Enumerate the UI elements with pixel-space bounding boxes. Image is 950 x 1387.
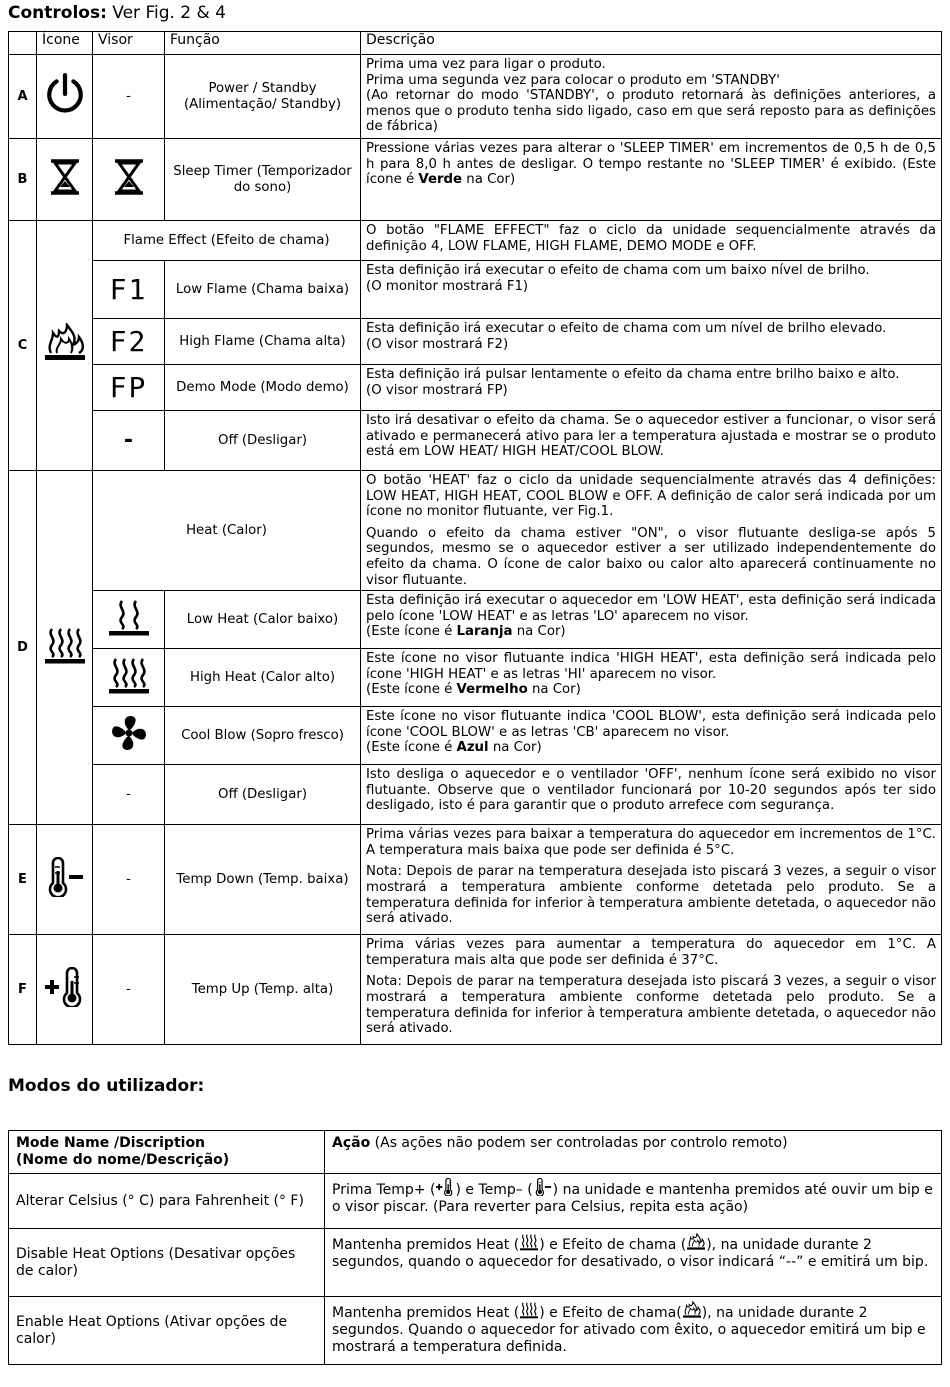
desc-text: na Cor) — [527, 682, 581, 698]
visor-cell: - — [93, 765, 165, 825]
description-cell — [361, 591, 942, 649]
heat-icon — [519, 1301, 539, 1319]
desc-para: Nota: Depois de parar na temperatura desejada isto piscará 3 vezes, a seguir o visor mostrará a temperatura ambiente conforme detetada pelo produto. Se a temperatura definida for inferior à temperatura ambiente detetada, o aquecedor não será ativado. — [366, 974, 936, 1037]
row-c-low-flame — [9, 261, 942, 319]
desc-para: Quando o efeito da chama estiver "ON", o visor flutuante desliga-se após 5 segundos, mesmo se o aquecedor estiver a ser utilizado independentemente do efeito da chama. O ícone de calor baixo ou calor alto aparecerá continuamente no visor flutuante. — [366, 525, 936, 588]
description-cell — [361, 319, 942, 365]
visor-cell: - — [93, 935, 165, 1045]
flame-icon — [37, 221, 93, 471]
row-b — [9, 139, 942, 221]
mode-name: Enable Heat Options (Ativar opções de calor) — [9, 1297, 325, 1365]
description-cell: O botão "FLAME EFFECT" faz o ciclo da unidade sequencialmente através da definição 4, LOW FLAME, HIGH FLAME, DEMO MODE e OFF. — [361, 221, 942, 261]
desc-bold: Laranja — [456, 624, 513, 640]
mode-name: Alterar Celsius (° C) para Fahrenheit (° F) — [9, 1174, 325, 1229]
mode-action — [325, 1229, 942, 1297]
action-text: ) e Efeito de chama( — [539, 1305, 682, 1321]
temp-up-icon — [37, 935, 93, 1045]
funcao-cell: Low Heat (Calor baixo) — [165, 591, 361, 649]
desc-line: Prima uma segunda vez para colocar o produto em 'STANDBY' — [366, 72, 780, 88]
row-e — [9, 825, 942, 935]
funcao-cell: Cool Blow (Sopro fresco) — [165, 707, 361, 765]
heat-icon — [37, 471, 93, 825]
page-title — [8, 3, 226, 23]
description-cell — [361, 55, 942, 139]
header-text: (As ações não podem ser controladas por controlo remoto) — [370, 1135, 788, 1151]
desc-para: Nota: Depois de parar na temperatura desejada isto piscará 3 vezes, a seguir o visor mostrará a temperatura ambiente conforme detetada pelo produto. Se a temperatura definida for inferior à temperatura ambiente detetada, o aquecedor não será ativado. — [366, 864, 936, 927]
fan-icon — [93, 707, 165, 765]
row-letter: E — [9, 825, 37, 935]
description-cell — [361, 139, 942, 221]
modes-header-name — [9, 1131, 325, 1174]
action-text: ), na unidade durante 2 segundos. Quando o aquecedor for ativado com êxito, o aquecedor emitirá um bip e mostrará a temperatura definida. — [332, 1305, 926, 1355]
row-d-off — [9, 765, 942, 825]
row-d-high-heat — [9, 649, 942, 707]
funcao-cell: High Flame (Chama alta) — [165, 319, 361, 365]
description-cell — [361, 825, 942, 935]
title-rest: Ver Fig. 2 & 4 — [106, 3, 226, 23]
high-heat-icon — [93, 649, 165, 707]
description-cell — [361, 649, 942, 707]
desc-bold: Azul — [456, 740, 489, 756]
funcao-cell: Flame Effect (Efeito de chama) — [93, 221, 361, 261]
description-cell — [361, 471, 942, 591]
row-letter: D — [9, 471, 37, 825]
visor-cell: - — [93, 411, 165, 471]
header-blank — [9, 32, 37, 55]
row-letter: C — [9, 221, 37, 471]
action-text: ), na unidade durante 2 segundos, quando o aquecedor for desativado, o visor indicará “--” e emitirá um bip. — [332, 1237, 929, 1270]
row-c-off — [9, 411, 942, 471]
modes-header-action — [325, 1131, 942, 1174]
desc-text: (Este ícone é — [366, 682, 457, 698]
row-a — [9, 55, 942, 139]
modes-header-row — [9, 1131, 942, 1174]
row-d-main — [9, 471, 942, 591]
visor-cell: - — [93, 55, 165, 139]
desc-line: (O visor mostrará FP) — [366, 382, 508, 398]
row-letter: B — [9, 139, 37, 221]
desc-line: Esta definição irá executar o aquecedor em 'LOW HEAT', esta definição será indicada pelo ícone 'LOW HEAT' e as letras 'LO' aparecem no visor. — [366, 593, 936, 624]
row-letter: A — [9, 55, 37, 139]
description-cell — [361, 261, 942, 319]
row-f — [9, 935, 942, 1045]
row-c-high-flame — [9, 319, 942, 365]
description-cell: Isto desliga o aquecedor e o ventilador 'OFF', nenhum ícone será exibido no visor flutuante. Observe que o ventilador funcionará por 10-20 segundos após ter sido desligado, isto é para garantir que o produto arrefece com segurança. — [361, 765, 942, 825]
funcao-cell: High Heat (Calor alto) — [165, 649, 361, 707]
heat-icon — [519, 1233, 539, 1251]
mode-action — [325, 1174, 942, 1229]
mode-name: Disable Heat Options (Desativar opções de calor) — [9, 1229, 325, 1297]
description-cell — [361, 935, 942, 1045]
action-text: Mantenha premidos Heat ( — [332, 1237, 520, 1253]
action-text: ) e Efeito de chama ( — [539, 1237, 687, 1253]
title-bold: Controlos: — [8, 3, 107, 23]
row-d-low-heat — [9, 591, 942, 649]
desc-bold: Vermelho — [456, 682, 528, 698]
row-c-main — [9, 221, 942, 261]
header-icon: Ícone — [37, 32, 93, 55]
desc-para: Prima várias vezes para aumentar a temperatura do aquecedor em 1°C. A temperatura mais alta que pode ser definida é 37°C. — [366, 937, 936, 968]
controls-table — [8, 31, 942, 1045]
modes-heading: Modos do utilizador: — [8, 1076, 205, 1096]
desc-para: O botão 'HEAT' faz o ciclo da unidade sequencialmente através das 4 definições: LOW HEAT, HIGH HEAT, COOL BLOW e OFF. A definição de calor será indicada por um ícone no monitor flutuante, ver Fig.1. — [366, 473, 936, 520]
mode-row-enable-heat — [9, 1297, 942, 1365]
temp-down-icon — [533, 1178, 553, 1196]
desc-line: Esta definição irá executar o efeito de chama com um nível de brilho elevado. — [366, 321, 887, 336]
row-c-demo — [9, 365, 942, 411]
funcao-cell: Sleep Timer (Temporizador do sono) — [165, 139, 361, 221]
desc-text: na Cor) — [512, 624, 566, 640]
flame-icon — [682, 1301, 702, 1319]
desc-text: na Cor) — [488, 740, 542, 756]
header-bold: Ação — [332, 1135, 371, 1151]
hourglass-display-icon — [93, 139, 165, 221]
desc-line: (O visor mostrará F2) — [366, 336, 509, 352]
funcao-cell: Demo Mode (Modo demo) — [165, 365, 361, 411]
display-f1: F1 — [93, 261, 165, 319]
funcao-cell: Power / Standby (Alimentação/ Standby) — [165, 55, 361, 139]
funcao-cell: Low Flame (Chama baixa) — [165, 261, 361, 319]
action-text: ) na unidade e mantenha premidos até ouvir um bip e o visor piscar. (Para reverter para Celsius, repita esta ação) — [332, 1182, 933, 1215]
desc-text: na Cor) — [462, 172, 516, 188]
description-cell — [361, 365, 942, 411]
display-fp: FP — [93, 365, 165, 411]
header-funcao: Função — [165, 32, 361, 55]
power-icon — [37, 55, 93, 139]
row-letter: F — [9, 935, 37, 1045]
header-line: (Nome do nome/Descrição) — [16, 1152, 230, 1168]
display-f2: F2 — [93, 319, 165, 365]
mode-row-celsius — [9, 1174, 942, 1229]
action-text: Prima Temp+ ( — [332, 1182, 436, 1198]
visor-cell: - — [93, 825, 165, 935]
description-cell — [361, 707, 942, 765]
funcao-cell: Off (Desligar) — [165, 765, 361, 825]
desc-line: Este ícone no visor flutuante indica 'COOL BLOW', esta definição será indicada pelo ícone 'COOL BLOW' e as letras 'CB' aparecem no visor. — [366, 709, 936, 740]
hourglass-icon — [37, 139, 93, 221]
funcao-cell: Temp Up (Temp. alta) — [165, 935, 361, 1045]
temp-down-icon — [37, 825, 93, 935]
desc-line: Esta definição irá pulsar lentamente o efeito da chama entre brilho baixo e alto. — [366, 367, 900, 382]
desc-line: (Ao retornar do modo 'STANDBY', o produto retornará às definições anteriores, a menos que o produto tenha sido ligado, caso em que será reposto para as definições de fábrica) — [366, 88, 936, 135]
desc-line: (O monitor mostrará F1) — [366, 278, 529, 294]
flame-icon — [686, 1233, 706, 1251]
desc-line: Esta definição irá executar o efeito de chama com um baixo nível de brilho. — [366, 263, 870, 278]
controls-header-row — [9, 32, 942, 55]
desc-line: Prima uma vez para ligar o produto. — [366, 57, 606, 72]
action-text: ) e Temp– ( — [455, 1182, 533, 1198]
modes-table — [8, 1130, 942, 1365]
funcao-cell: Off (Desligar) — [165, 411, 361, 471]
desc-text: (Este ícone é — [366, 740, 457, 756]
header-descricao: Descrição — [361, 32, 942, 55]
action-text: Mantenha premidos Heat ( — [332, 1305, 520, 1321]
funcao-cell: Temp Down (Temp. baixa) — [165, 825, 361, 935]
desc-text: Pressione várias vezes para alterar o 'SLEEP TIMER' em incrementos de 0,5 h de 0,5 h para 8,0 h antes de desligar. O tempo restante no 'SLEEP TIMER' é exibido. (Este ícone é — [366, 141, 936, 188]
mode-row-disable-heat — [9, 1229, 942, 1297]
header-line: Mode Name /Discription — [16, 1135, 206, 1151]
desc-para: Prima várias vezes para baixar a temperatura do aquecedor em incrementos de 1°C. A temperatura mais baixa que pode ser definida é 5°C. — [366, 827, 936, 858]
mode-action — [325, 1297, 942, 1365]
row-d-cool-blow — [9, 707, 942, 765]
desc-text: (Este ícone é — [366, 624, 457, 640]
description-cell: Isto irá desativar o efeito da chama. Se o aquecedor estiver a funcionar, o visor será ativado e permanecerá ativo para ler a temperatura ajustada e mostrar se o produto está em LOW HEAT/ HIGH HEAT/COOL BLOW. — [361, 411, 942, 471]
desc-line: Este ícone no visor flutuante indica 'HIGH HEAT', esta definição será indicada pelo ícone 'HIGH HEAT' e as letras 'HI' aparecem no visor. — [366, 651, 936, 682]
header-visor: Visor — [93, 32, 165, 55]
desc-bold: Verde — [418, 172, 463, 188]
funcao-cell: Heat (Calor) — [93, 471, 361, 591]
temp-up-icon — [435, 1178, 455, 1196]
low-heat-icon — [93, 591, 165, 649]
